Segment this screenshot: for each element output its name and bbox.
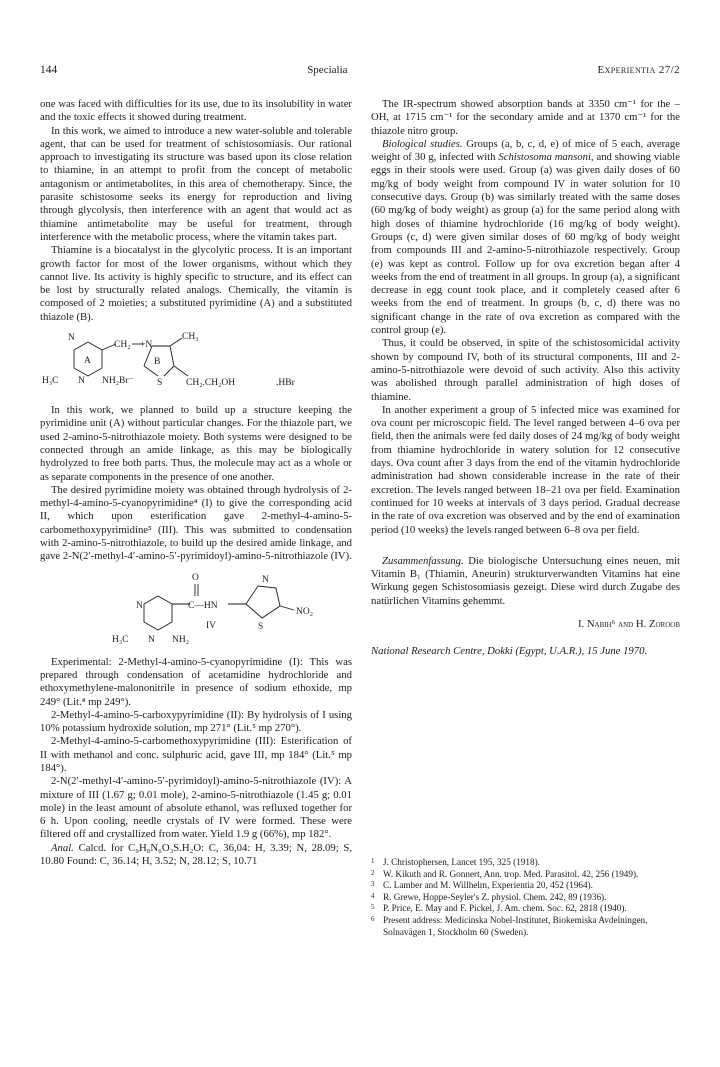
- reference-item: [371, 903, 680, 915]
- thiamine-structure-diagram: [40, 328, 352, 400]
- paragraph: The desired pyrimidine moiety was obtained through hydrolysis of 2-methyl-4-amino-5-cyanopyrimidine⁴ (I) to give the corresponding acid II, which upon esterification gave 2-methyl-4-amino-5-carbomethoxypyrimidine⁵ (III). This was submitted to condensation with 2-amino-5-nitrothiazole, to build up the desired amide linkage, and gave 2-N(2′-methyl-4′-amino-5′-pyrimidoyl)-amino-5-nitrothiazole (IV).: [40, 483, 352, 563]
- reference-number: 1: [371, 857, 375, 865]
- analysis-text: Calcd. for C₉H₈N₆O₃S.H₂O: C, 36,04: H, 3.39; N, 28.09; S, 10.80 Found: C, 36.14; H, 3.52; N, 28.12; S, 10.71: [40, 841, 353, 868]
- paragraph: 2-Methyl-4-amino-5-carboxypyrimidine (II): By hydrolysis of I using 10% potassium hydroxide solution, mp 271° (Lit.⁵ mp 270°).: [40, 708, 352, 735]
- paragraph: Experimental: 2-Methyl-4-amino-5-cyanopyrimidine (I): This was prepared through condensation of acetamidine hydrochloride and ethoxymethylene-malononitrile in presence of sodium ethoxide, mp 249° (Lit.⁴ mp 249°).: [40, 655, 352, 708]
- nh2br-label: NH₂Br⁻: [102, 376, 134, 387]
- ring-label-a: A: [84, 356, 91, 367]
- paragraph: Thiamine is a biocatalyst in the glycolytic process. It is an important growth factor for most of the lower organisms, without which they cannot live. Its activity is highly specific to structure, and its effect can be lost by structurally related analogs. Chemically, the vitamin is composed of 2 moieties; a substituted pyrimidine (A) and a substituted thiazole (B).: [40, 244, 352, 323]
- authors: [371, 618, 680, 631]
- paragraph-text: and showing viable eggs in their stools were used. Group (a) was given daily doses of 60 mg/kg of body weight from compound IV in water solution for 10 consecutive days. Group (b) was similarly treated with the same doses (60 mg/kg of body weight) as group (a) for the same period along with high doses of thiamine hydrochloride (16 mg/kg of body weight). Groups (c, d) were given similar doses of 60 mg/kg of body weight from compounds III and 2-amino-5-nitrothiazole respectively. Group (e) was kept as control. Follow up for ova excretion began after 4 weeks from the end of treatment in all groups. In group (a), a significant decrease in egg count took place, and it completely ceased after 6 weeks from the end of treatment. In groups (b, c, d) there was no significant change in the rate of ova excretion as compared with the control group (e).: [371, 151, 680, 337]
- paragraph: The IR-spectrum showed absorption bands at 3350 cm⁻¹ for the –OH, at 1715 cm⁻¹ for the secondary amide and at 1370 cm⁻¹ for the thiazole nitro group.: [371, 98, 680, 137]
- nh2-label: NH₂: [172, 634, 190, 645]
- hbr-label: .HBr: [276, 378, 295, 389]
- biological-studies-paragraph: [371, 138, 680, 337]
- analysis-paragraph: [40, 842, 352, 869]
- reference-item: [371, 857, 680, 869]
- no2-label: NO₂: [296, 606, 314, 617]
- paragraph: 2-N(2′-methyl-4′-amino-5′-pyrimidoyl)-amino-5-nitrothiazole (IV): A mixture of III (1.67 g; 0.01 mole), 2-amino-5-nitrothiazole (1.45 g; 0.01 mole) in the least amount of absolute ethanol, was refluxed together for 6 h. Upon cooling, needle crystals of IV were formed. These were filtered off and crystallized from water. Yield 1.9 g (66%), mp 182°.: [40, 775, 352, 841]
- reference-text: Present address: Medicinska Nobel-Institutet, Biokemiska Avdelningen, Solnavägen 1, Stockholm 60 (Sweden).: [383, 914, 648, 937]
- species-name: Schistosoma mansoni,: [498, 151, 594, 164]
- ch2-label: CH₂: [114, 340, 131, 351]
- s-label: S: [157, 378, 163, 389]
- reference-number: 3: [371, 880, 375, 889]
- s-label: S: [258, 621, 264, 632]
- reference-number: 2: [371, 868, 375, 877]
- ch3-label: CH₃: [182, 332, 199, 343]
- paragraph: In this work, we planned to build up a structure keeping the pyrimidine unit (A) without particular changes. For the thiazole part, we used 2-amino-5-nitrothiazole moiety. Both systems were designed to be connected through an amide linkage, as this may be biologically hydrolyzed to free both parts. Thus, the molecule may act as a whole or as separate components in the presence of one another.: [40, 404, 352, 483]
- summary-label: Zusammenfassung.: [382, 554, 464, 567]
- summary-text: Die biologische Untersuchung eines neuen, mit Vitamin B₁ (Thiamin, Aneurin) strukturverwandten Vitamins hat eine Wirkung gegen Schistosomiasis gezeigt. Diese wird durch Zugabe des natürlichen Vitamins gehemmt.: [371, 554, 680, 607]
- n-label: N: [136, 600, 143, 611]
- n-label: N: [68, 333, 75, 344]
- n-label: N: [262, 574, 269, 585]
- paragraph: Thus, it could be observed, in spite of the schistosomicidal activity shown by compound IV, both of its structural components, III and 2-amino-5-nitrothiazole were devoid of such activity. Also this activity was abolished through parallel administration of high doses of thiamine.: [371, 337, 680, 403]
- n-label: N: [78, 376, 85, 387]
- reference-item: [371, 915, 680, 938]
- h3c-label: H₃C: [112, 634, 129, 645]
- n-plus-label: +N: [140, 340, 153, 351]
- reference-item: [371, 869, 680, 881]
- reference-number: 4: [371, 891, 375, 900]
- page-header: [40, 64, 680, 80]
- reference-text: R. Grewe, Hoppe-Seyler's Z. physiol. Chem. 242, 89 (1936).: [383, 891, 607, 902]
- paragraph: In this work, we aimed to introduce a new water-soluble and tolerable agent, that can be used for treatment of schistosomiasis. Our rational approach to investigating its structure was based upon its close relation to thiamine, in an attempt to profit from the concept of metabolic antagonism or antimetabolites, in this area of chemotherapy. Since, the parasite schistosome seeks its energy for reproduction and living through glycolysis, then interference with an agent that would act as thiamine antimetabolite may be useful for treatment, through interference with the metabolic process, where the vitamin takes part.: [40, 124, 352, 243]
- page-number: 144: [40, 64, 58, 76]
- ring-label-b: B: [154, 357, 161, 368]
- reference-text: C. Lamber and M. Willhelm, Experientia 20, 452 (1964).: [383, 880, 593, 891]
- journal-issue: Experientia 27/2: [597, 64, 680, 76]
- analysis-label: Anal.: [51, 841, 74, 854]
- reference-number: 5: [371, 903, 375, 912]
- section-title: Specialia: [307, 64, 348, 76]
- ch2ch2oh-label: CH₂.CH₂OH: [186, 378, 236, 389]
- reference-number: 6: [371, 914, 375, 923]
- amide-label: C—HN: [188, 600, 218, 611]
- oxygen-label: O: [192, 572, 199, 583]
- right-column: [371, 98, 680, 659]
- reference-item: [371, 892, 680, 904]
- compound-iv-structure-diagram: [40, 568, 352, 652]
- reference-text: W. Kikuth and R. Gonnert, Ann. trop. Med. Parasitol. 42, 256 (1949).: [383, 868, 639, 879]
- reference-text: P. Price, E. May and F. Pickel, J. Am. chem. Soc. 62, 2818 (1940).: [383, 903, 627, 914]
- references: [371, 857, 680, 938]
- paragraph: one was faced with difficulties for its use, due to its insolubility in water and the toxic effects it showed during treatment.: [40, 98, 352, 124]
- summary-paragraph: [371, 555, 680, 608]
- h3c-label: H₃C: [42, 376, 59, 387]
- paragraph: 2-Methyl-4-amino-5-carbomethoxypyrimidine (III): Esterification of II with methanol and conc. sulphuric acid, gave III, mp 184° (Lit.⁵ mp 184°).: [40, 735, 352, 774]
- reference-text: J. Christophersen, Lancet 195, 325 (1918).: [383, 857, 540, 867]
- reference-item: [371, 880, 680, 892]
- author-names: I. Nabih⁶ and H. Zoroob: [577, 617, 680, 630]
- affiliation: National Research Centre, Dokki (Egypt, U.A.R.), 15 June 1970.: [371, 645, 648, 658]
- compound-label: IV: [206, 620, 217, 631]
- paragraph: In another experiment a group of 5 infected mice was examined for ova count per microscopic field. The level ranged between 4–6 ova per field, then the animals were fed daily doses of 24 mg/kg of body weight from thiamine hydrochloride in watery solution for 12 consecutive days. Ova count after 3 days from the end of the vitamin hydrochloride administration had shown considerable increase in the rate of their excretion. The levels ranged between 18–21 ova per field. Examination continued for 10 weeks at intervals of 3 days period. Gradual decrease in the rate of ova excretion was observed and by the end of examination period (10 weeks) the levels ranged between 6–8 ova per field.: [371, 403, 680, 536]
- left-column: [40, 98, 352, 868]
- n-label: N: [148, 634, 155, 645]
- biological-studies-label: Biological studies.: [382, 137, 463, 150]
- paragraph-text: Groups (a, b, c, d, e) of mice of 5 each, average weight of 30 g, infected with: [371, 137, 680, 164]
